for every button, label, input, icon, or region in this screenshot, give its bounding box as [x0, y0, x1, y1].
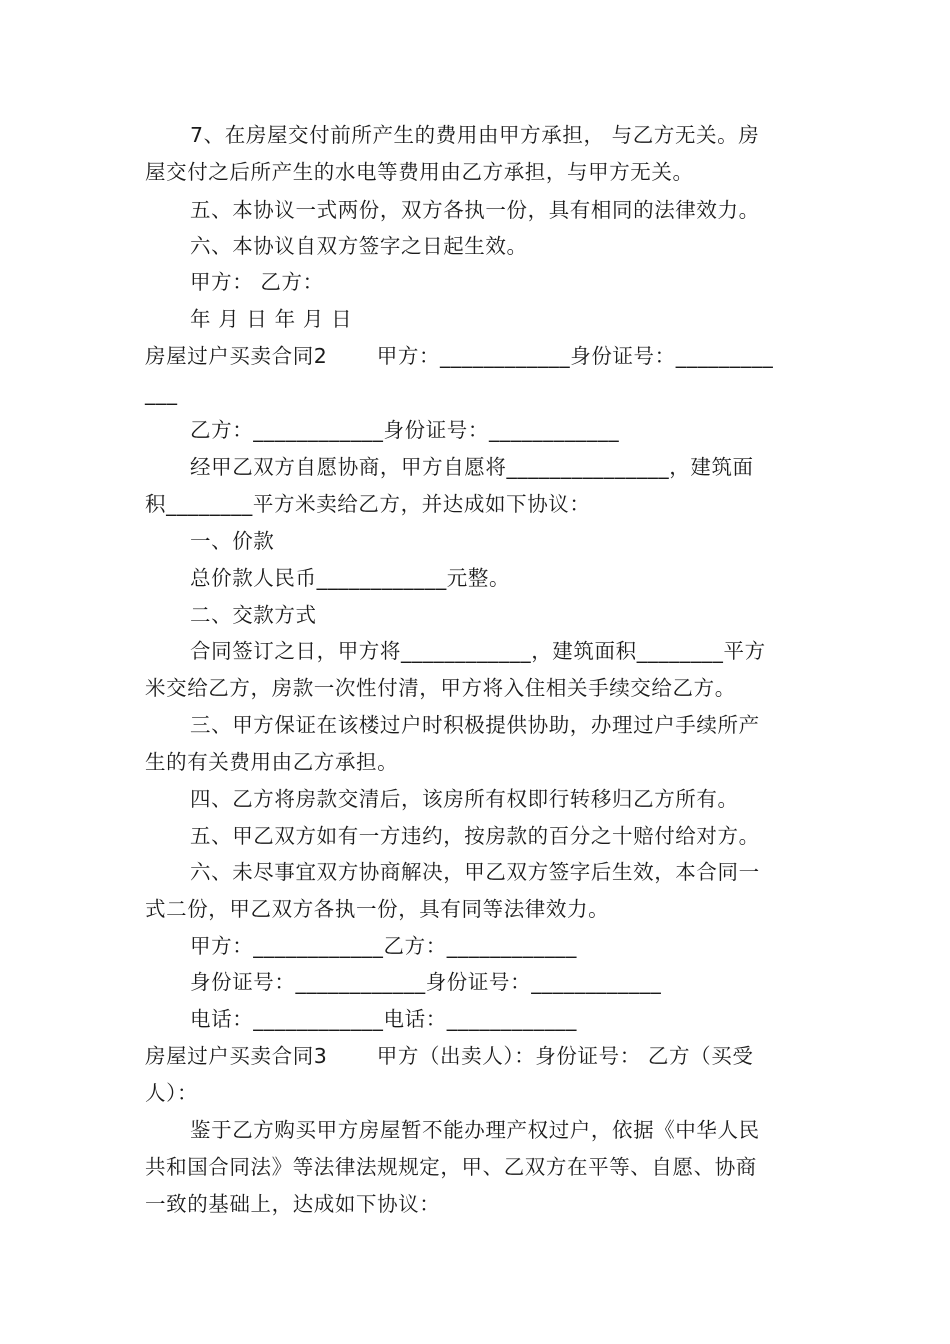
paragraph-line: 合同签订之日，甲方将____________，建筑面积________平方 — [190, 639, 766, 663]
paragraph-line: 五、本协议一式两份，双方各执一份，具有相同的法律效力。 — [190, 198, 760, 222]
section-heading: 二、交款方式 — [190, 603, 317, 627]
paragraph-line: 一致的基础上，达成如下协议： — [145, 1192, 441, 1216]
contract-heading-3: 房屋过户买卖合同3 甲方（出卖人）：身份证号： 乙方（买受 — [145, 1044, 754, 1068]
paragraph-line: 7、在房屋交付前所产生的费用由甲方承担， 与乙方无关。房 — [190, 123, 760, 147]
paragraph-line: 生的有关费用由乙方承担。 — [145, 750, 399, 774]
form-line: 甲方：____________乙方：____________ — [190, 934, 577, 958]
paragraph-line: 六、未尽事宜双方协商解决，甲乙双方签字后生效，本合同一 — [190, 860, 760, 884]
form-line: 电话：____________电话：____________ — [190, 1007, 577, 1031]
form-line: 身份证号：____________身份证号：____________ — [190, 970, 662, 994]
paragraph-line: 五、甲乙双方如有一方违约，按房款的百分之十赔付给对方。 — [190, 824, 760, 848]
paragraph-line: 积________平方米卖给乙方，并达成如下协议： — [145, 492, 591, 516]
paragraph-line: ___ — [145, 381, 178, 405]
paragraph-line: 六、本协议自双方签字之日起生效。 — [190, 234, 528, 258]
paragraph-line: 米交给乙方，房款一次性付清，甲方将入住相关手续交给乙方。 — [145, 676, 736, 700]
paragraph-line: 屋交付之后所产生的水电等费用由乙方承担，与甲方无关。 — [145, 160, 694, 184]
form-line: 乙方：____________身份证号：____________ — [190, 418, 620, 442]
paragraph-line: 三、甲方保证在该楼过户时积极提供协助，办理过户手续所产 — [190, 713, 760, 737]
contract-heading-2: 房屋过户买卖合同2 甲方：____________身份证号：_________ — [145, 344, 774, 368]
paragraph-line: 经甲乙双方自愿协商，甲方自愿将_______________，建筑面 — [190, 455, 754, 479]
paragraph-line: 总价款人民币____________元整。 — [190, 566, 511, 590]
section-heading: 一、价款 — [190, 529, 275, 553]
paragraph-line: 鉴于乙方购买甲方房屋暂不能办理产权过户，依据《中华人民 — [190, 1118, 760, 1142]
paragraph-line: 共和国合同法》等法律法规规定，甲、乙双方在平等、自愿、协商 — [145, 1155, 757, 1179]
paragraph-line: 四、乙方将房款交清后，该房所有权即行转移归乙方所有。 — [190, 787, 739, 811]
paragraph-line: 式二份，甲乙双方各执一份，具有同等法律效力。 — [145, 897, 610, 921]
signature-line: 甲方： 乙方： — [190, 270, 324, 294]
paragraph-line: 人）： — [145, 1081, 199, 1105]
date-line: 年 月 日 年 月 日 — [190, 307, 353, 331]
